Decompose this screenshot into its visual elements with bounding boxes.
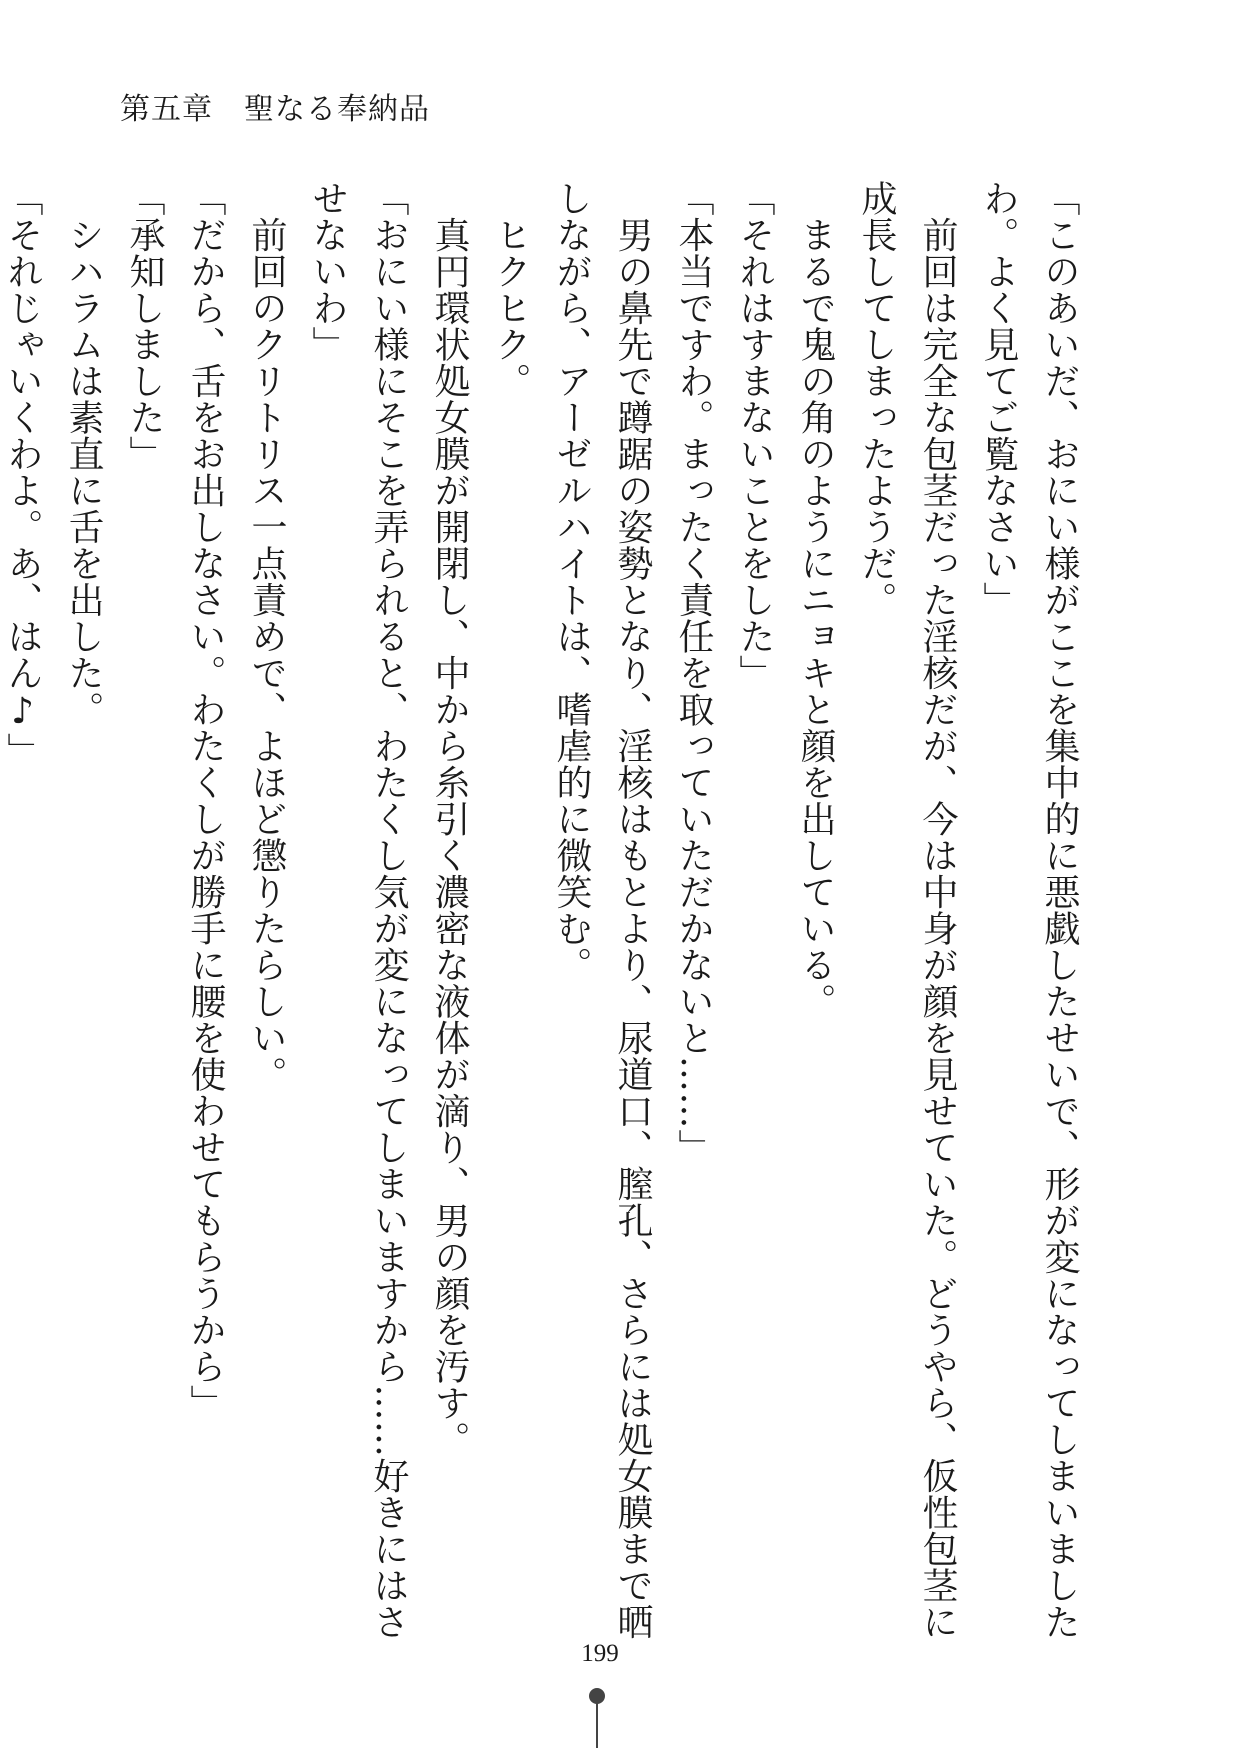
text-line: 「おにい様にそこを弄られると、わたくし気が変になってしまいますから……好きにはさ <box>368 180 409 1640</box>
running-head-chapter-title: 第五章 聖なる奉納品 <box>120 92 430 127</box>
text-line: シハラムは素直に舌を出した。 <box>63 180 104 728</box>
text-line: 男の鼻先で蹲踞の姿勢となり、淫核はもとより、尿道口、膣孔、さらには処女膜まで晒 <box>612 180 653 1640</box>
text-line: 前回のクリトリス一点責めで、よほど懲りたらしい。 <box>246 180 287 1093</box>
text-line: 「本当ですわ。まったく責任を取っていただかないと……」 <box>673 180 714 1166</box>
text-line: 「承知しました」 <box>124 180 165 472</box>
text-line: 「それはすまないことをした」 <box>734 180 775 691</box>
novel-body-text <box>2 180 1090 1640</box>
text-line: 真円環状処女膜が開閉し、中から糸引く濃密な液体が滴り、男の顔を汚す。 <box>429 180 470 1458</box>
text-line: ヒクヒク。 <box>490 180 531 399</box>
text-line: しながら、アーゼルハイトは、嗜虐的に微笑む。 <box>551 180 592 983</box>
text-line: 成長してしまったようだ。 <box>856 180 897 618</box>
text-line: 前回は完全な包茎だった淫核だが、今は中身が顔を見せていた。どうやら、仮性包茎に <box>917 180 958 1640</box>
page-marker <box>596 1688 598 1748</box>
text-line: せないわ」 <box>307 180 348 363</box>
text-line: 「このあいだ、おにい様がここを集中的に悪戯したせいで、形が変になってしまいました <box>1039 180 1080 1640</box>
text-line: まるで鬼の角のようにニョキと顔を出している。 <box>795 180 836 1020</box>
page-number: 199 <box>581 1640 619 1667</box>
page-marker-line <box>596 1696 598 1748</box>
text-line: わ。よく見てご覧なさい」 <box>978 180 1019 618</box>
text-line: 「だから、舌をお出しなさい。わたくしが勝手に腰を使わせてもらうから」 <box>185 180 226 1421</box>
text-line: 「それじゃいくわよ。あ、はん♪」 <box>2 180 43 769</box>
